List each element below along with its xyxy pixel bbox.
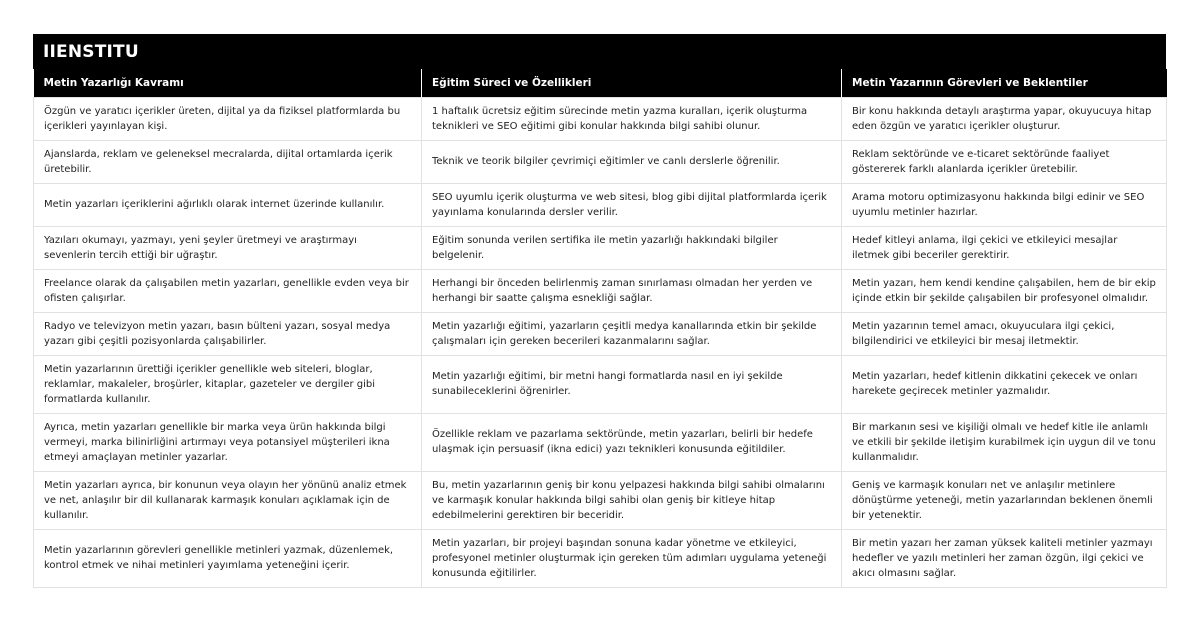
table-row: [34, 226, 1167, 269]
table-cell: Metin yazarları, hedef kitlenin dikkatini çekecek ve onları harekete geçirecek metinler yazmalıdır.: [842, 355, 1167, 413]
comparison-table: [33, 69, 1167, 588]
header-training: Eğitim Süreci ve Özellikleri: [422, 69, 842, 97]
table-row: [34, 312, 1167, 355]
table-cell: Metin yazarları içeriklerini ağırlıklı olarak internet üzerinde kullanılır.: [34, 183, 422, 226]
table-cell: 1 haftalık ücretsiz eğitim sürecinde metin yazma kuralları, içerik oluşturma teknikleri ve SEO eğitimi gibi konular hakkında bilgi sahibi olunur.: [422, 97, 842, 140]
table-row: [34, 183, 1167, 226]
table-cell: Bu, metin yazarlarının geniş bir konu yelpazesi hakkında bilgi sahibi olmalarını ve karmaşık konular hakkında bilgi sahibi olan geniş bir kitleye hitap edebilmelerini gerektiren bir beceridir.: [422, 471, 842, 529]
table-cell: Freelance olarak da çalışabilen metin yazarları, genellikle evden veya bir ofisten çalışırlar.: [34, 269, 422, 312]
table-row: [34, 529, 1167, 587]
table-row: [34, 471, 1167, 529]
table-card: [33, 34, 1166, 588]
table-cell: Ayrıca, metin yazarları genellikle bir marka veya ürün hakkında bilgi vermeyi, marka bilinirliğini artırmayı veya potansiyel müşterileri ikna etmeyi amaçlayan metinler yazarlar.: [34, 413, 422, 471]
table-cell: SEO uyumlu içerik oluşturma ve web sitesi, blog gibi dijital platformlarda içerik yayınlama konularında dersler verilir.: [422, 183, 842, 226]
table-cell: Hedef kitleyi anlama, ilgi çekici ve etkileyici mesajlar iletmek gibi beceriler gerektirir.: [842, 226, 1167, 269]
table-row: [34, 140, 1167, 183]
table-row: [34, 355, 1167, 413]
table-cell: Metin yazarlığı eğitimi, bir metni hangi formatlarda nasıl en iyi şekilde sunabileceklerini öğrenirler.: [422, 355, 842, 413]
table-row: [34, 413, 1167, 471]
table-row: [34, 269, 1167, 312]
header-row: [34, 69, 1167, 97]
table-cell: Reklam sektöründe ve e-ticaret sektöründe faaliyet göstererek farklı alanlarda içerikler üretebilir.: [842, 140, 1167, 183]
table-cell: Bir metin yazarı her zaman yüksek kaliteli metinler yazmayı hedefler ve yazılı metinleri her zaman özgün, ilgi çekici ve akıcı olmasını sağlar.: [842, 529, 1167, 587]
table-cell: Metin yazarlığı eğitimi, yazarların çeşitli medya kanallarında etkin bir şekilde çalışmaları için gereken becerileri kazanmalarını sağlar.: [422, 312, 842, 355]
table-cell: Özellikle reklam ve pazarlama sektöründe, metin yazarları, belirli bir hedefe ulaşmak için persuasif (ikna edici) yazı teknikleri konusunda eğitildiler.: [422, 413, 842, 471]
table-cell: Yazıları okumayı, yazmayı, yeni şeyler üretmeyi ve araştırmayı sevenlerin tercih ettiği bir uğraştır.: [34, 226, 422, 269]
table-cell: Bir markanın sesi ve kişiliği olmalı ve hedef kitle ile anlamlı ve etkili bir şekilde iletişim kurabilmek için uygun dil ve tonu kullanmalıdır.: [842, 413, 1167, 471]
header-concept: Metin Yazarlığı Kavramı: [34, 69, 422, 97]
header-duties: Metin Yazarının Görevleri ve Beklentiler: [842, 69, 1167, 97]
table-cell: Arama motoru optimizasyonu hakkında bilgi edinir ve SEO uyumlu metinler hazırlar.: [842, 183, 1167, 226]
table-cell: Metin yazarının temel amacı, okuyuculara ilgi çekici, bilgilendirici ve etkileyici bir mesaj iletmektir.: [842, 312, 1167, 355]
table-cell: Teknik ve teorik bilgiler çevrimiçi eğitimler ve canlı derslerle öğrenilir.: [422, 140, 842, 183]
table-cell: Geniş ve karmaşık konuları net ve anlaşılır metinlere dönüştürme yeteneği, metin yazarlarından beklenen önemli bir yetenektir.: [842, 471, 1167, 529]
brand-logo-text: IIENSTITU: [43, 41, 139, 62]
table-cell: Özgün ve yaratıcı içerikler üreten, dijital ya da fiziksel platformlarda bu içerikleri yayınlayan kişi.: [34, 97, 422, 140]
brand-bar: [33, 34, 1166, 69]
table-row: [34, 97, 1167, 140]
table-cell: Metin yazarları ayrıca, bir konunun veya olayın her yönünü analiz etmek ve net, anlaşılır bir dil kullanarak karmaşık konuları açıklamak için de kullanılır.: [34, 471, 422, 529]
table-cell: Metin yazarı, hem kendi kendine çalışabilen, hem de bir ekip içinde etkin bir şekilde çalışabilen bir profesyonel olmalıdır.: [842, 269, 1167, 312]
table-cell: Ajanslarda, reklam ve geleneksel mecralarda, dijital ortamlarda içerik üretebilir.: [34, 140, 422, 183]
table-cell: Bir konu hakkında detaylı araştırma yapar, okuyucuya hitap eden özgün ve yaratıcı içerikler oluşturur.: [842, 97, 1167, 140]
table-cell: Eğitim sonunda verilen sertifika ile metin yazarlığı hakkındaki bilgiler belgelenir.: [422, 226, 842, 269]
table-cell: Herhangi bir önceden belirlenmiş zaman sınırlaması olmadan her yerden ve herhangi bir saatte çalışma esnekliği sağlar.: [422, 269, 842, 312]
table-cell: Radyo ve televizyon metin yazarı, basın bülteni yazarı, sosyal medya yazarı gibi çeşitli pozisyonlarda çalışabilirler.: [34, 312, 422, 355]
table-cell: Metin yazarlarının görevleri genellikle metinleri yazmak, düzenlemek, kontrol etmek ve nihai metinleri yayımlama yeteneğini içerir.: [34, 529, 422, 587]
table-cell: Metin yazarlarının ürettiği içerikler genellikle web siteleri, bloglar, reklamlar, makaleler, broşürler, kitaplar, gazeteler ve dergiler gibi formatlarda kullanılır.: [34, 355, 422, 413]
table-cell: Metin yazarları, bir projeyi başından sonuna kadar yönetme ve etkileyici, profesyonel metinler oluşturmak için gereken tüm adımları uygulama yeteneği konusunda eğitilirler.: [422, 529, 842, 587]
